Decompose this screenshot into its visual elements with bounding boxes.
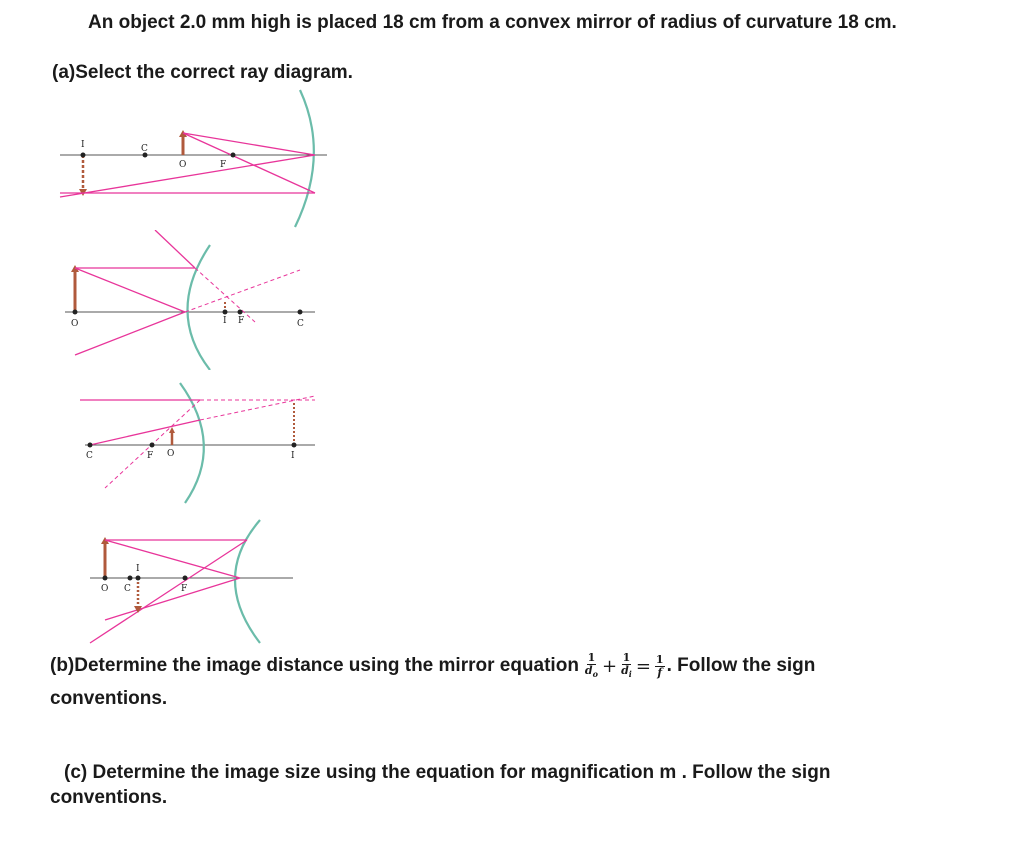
question-text: An object 2.0 mm high is placed 18 cm from a convex mirror of radius of curvature 18 cm.: [88, 12, 897, 33]
fraction-one-over-do: $\frac{1}{d_o}$: [584, 651, 598, 680]
ray-diagram-option-3[interactable]: [75, 378, 320, 508]
part-b-line2: conventions.: [50, 688, 168, 709]
part-b-prompt: [50, 652, 815, 680]
equals-sign: =: [635, 655, 651, 677]
ray-diagram-option-2[interactable]: [60, 230, 320, 370]
fraction-one-over-f: $\frac{1}{f}$: [655, 652, 664, 679]
label-I: I: [81, 140, 85, 150]
mirror-4: [235, 520, 260, 643]
part-b-prefix: (b)Determine the image distance using the mirror equation: [50, 655, 579, 677]
label-I: I: [136, 564, 140, 574]
label-O: O: [167, 449, 175, 459]
label-C: C: [297, 319, 304, 329]
label-F: F: [147, 451, 154, 461]
mirror-3: [180, 383, 204, 503]
mirror-1: [295, 90, 314, 227]
label-F: F: [181, 584, 188, 594]
label-C: C: [124, 584, 131, 594]
label-C: C: [86, 451, 93, 461]
part-a-prompt: (a)Select the correct ray diagram.: [52, 62, 353, 83]
label-O: O: [71, 319, 79, 329]
label-I: I: [291, 451, 295, 461]
ray-diagram-option-4[interactable]: [85, 515, 300, 645]
part-c-line2: conventions.: [50, 787, 168, 808]
label-C: C: [141, 144, 148, 154]
fraction-one-over-di: $\frac{1}{d_i}$: [621, 651, 632, 680]
label-F: F: [238, 316, 245, 326]
part-b-suffix: . Follow the sign: [666, 655, 816, 677]
label-O: O: [179, 160, 187, 170]
part-c-prompt: (c) Determine the image size using the equation for magnification m . Follow the sign: [64, 762, 831, 783]
label-F: F: [220, 160, 227, 170]
plus-sign: +: [601, 655, 618, 677]
ray-diagram-option-1[interactable]: [55, 85, 345, 230]
label-O: O: [101, 584, 109, 594]
label-I: I: [223, 316, 227, 326]
